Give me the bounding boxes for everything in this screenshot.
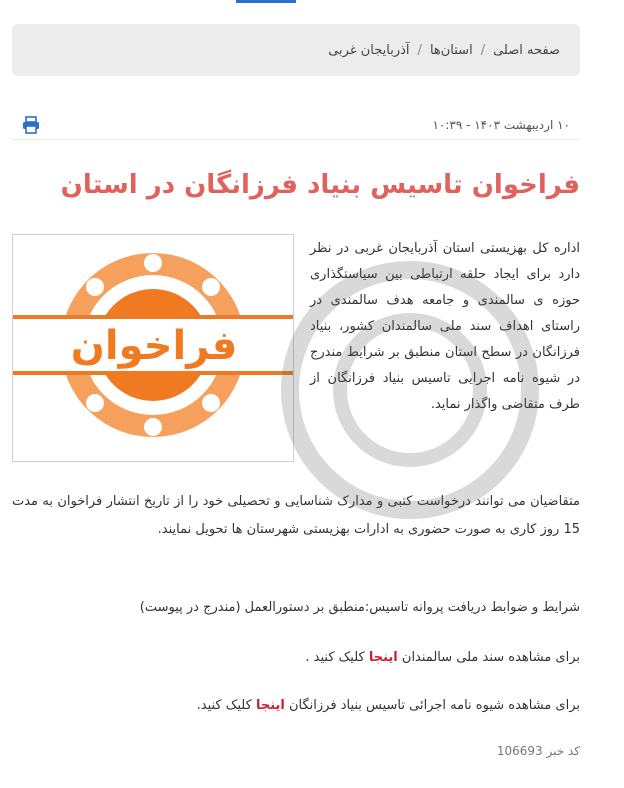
breadcrumb-home[interactable]: صفحه اصلی [493,42,560,58]
article-meta [12,110,580,140]
article-paragraph: متقاضیان می توانند درخواست کتبی و مدارک شناسایی و تحصیلی خود را از تاریخ انتشار فراخوان به مدت 15 روز کاری به صورت حضوری به ادارات بهزیستی شهرستان ها تحویل نمایند. [12,494,580,537]
breadcrumb [12,24,580,76]
paragraph-text: کلیک کنید. [196,698,256,713]
article-paragraph-guideline [12,692,580,720]
article-intro: اداره کل بهزیستی استان آذربایجان غربی در نظر دارد برای ایجاد حلقه ارتباطی بین سیاستگذاری حوزه ی سالمندی و جامعه هدف سالمندی در راستای اهداف سند ملی سالمندان کشور، بنیاد فرزانگان در سطح استان منطبق بر شرایط مندرج در شیوه نامه اجرایی تاسیس بنیاد فرزانگان از طرف متقاضی واگذار نماید. [310,241,580,412]
article-image [12,234,294,462]
image-caption: فراخوان [70,323,238,369]
breadcrumb-west-azerbaijan[interactable]: آذربایجان غربی [328,42,410,58]
national-document-link[interactable]: اینجا [368,650,398,665]
article-paragraph: شرایط و ضوابط دریافت پروانه تاسیس:منطبق بر دستورالعمل (مندرج در پیوست) [139,600,580,615]
article-paragraph-national-document [12,644,580,672]
publish-date: ۱۰ اردیبهشت ۱۴۰۳ - ۱۰:۳۹ [432,117,570,132]
top-accent-bar [236,0,296,3]
news-code: کد خبر 106693 [496,744,580,758]
paragraph-text: برای مشاهده سند ملی سالمندان [397,650,580,665]
paragraph-text: کلیک کنید . [305,650,369,665]
paragraph-text: برای مشاهده شیوه نامه اجرائی تاسیس بنیاد فرزانگان [284,698,580,713]
article-title: فراخوان تاسیس بنیاد فرزانگان در استان [60,170,580,200]
breadcrumb-separator: / [417,42,422,58]
guideline-link[interactable]: اینجا [255,698,285,713]
print-icon[interactable] [22,116,40,134]
breadcrumb-provinces[interactable]: استان‌ها [429,42,473,58]
breadcrumb-separator: / [480,42,486,58]
